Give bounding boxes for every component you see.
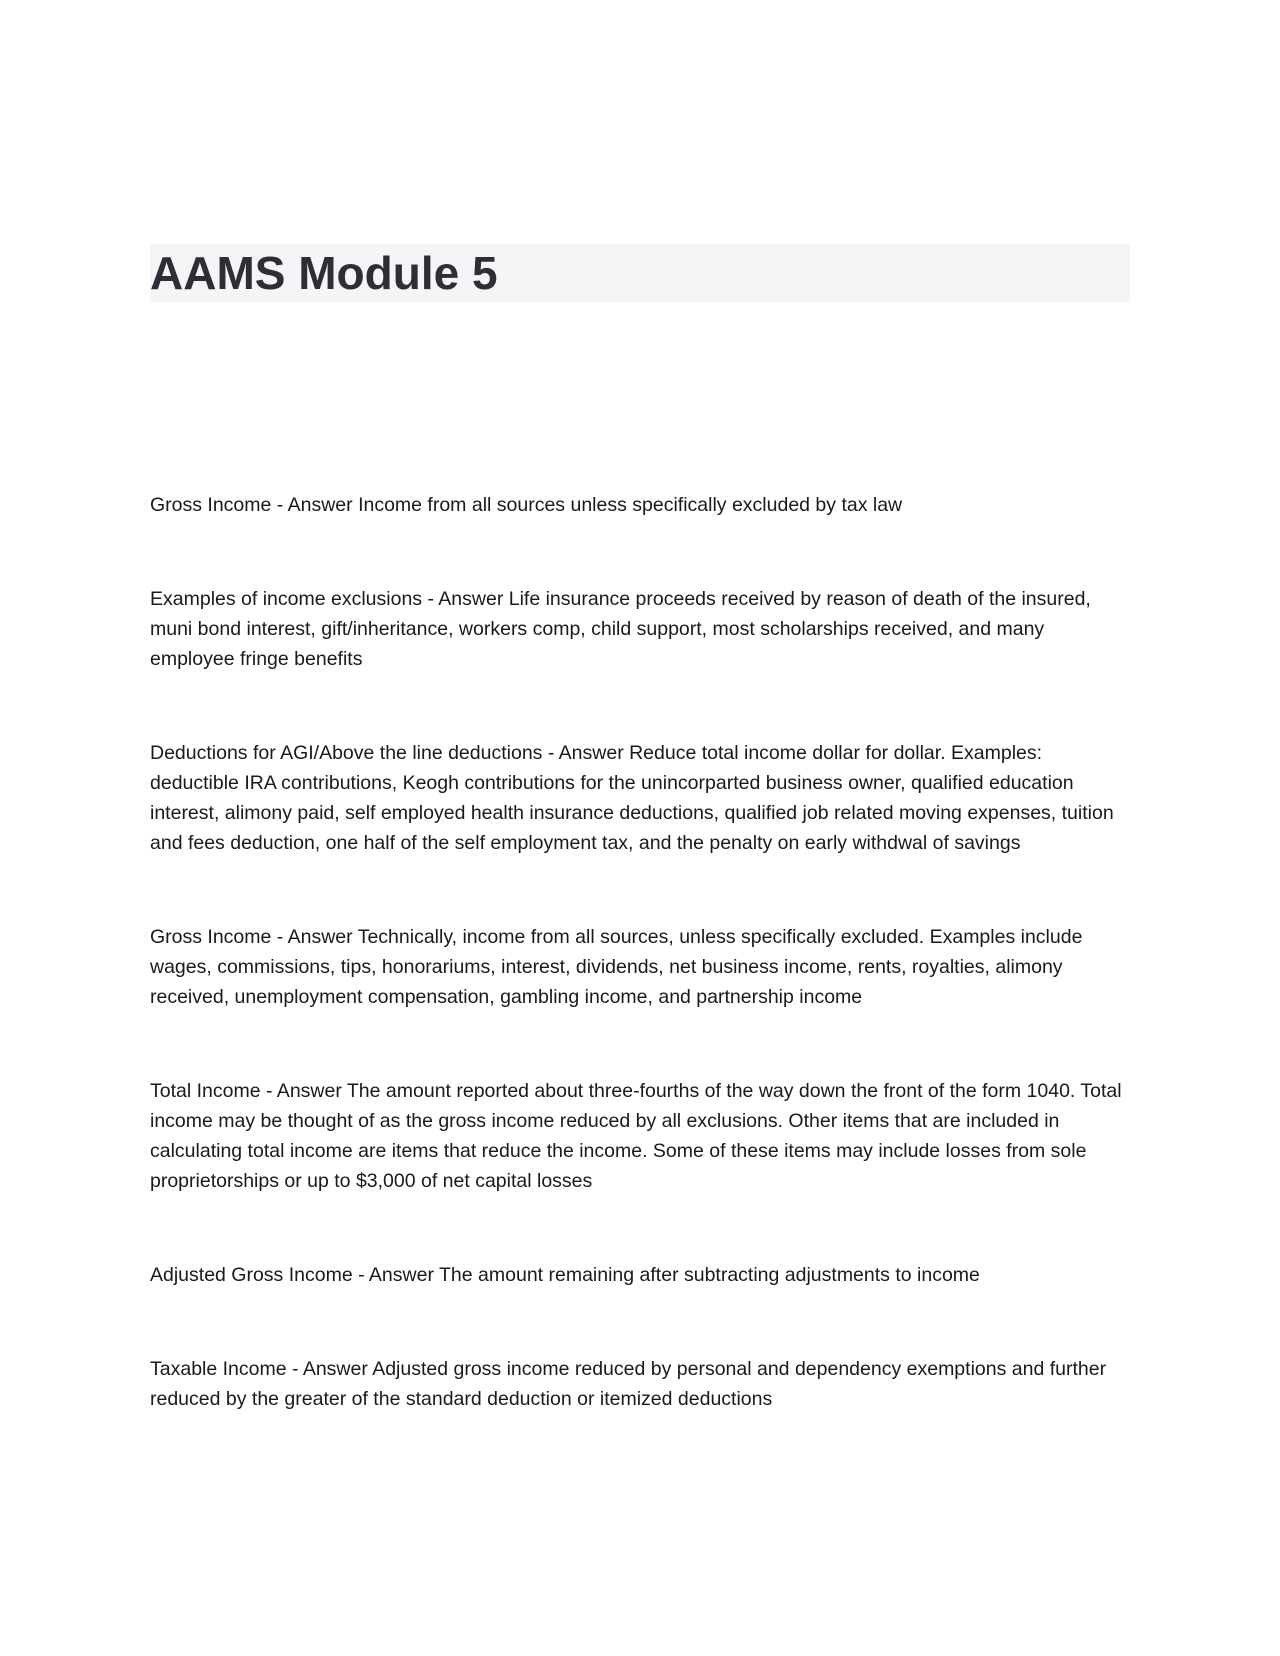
flashcard-entry: Total Income - Answer The amount reported about three-fourths of the way down the front of the form 1040. Total income may be thought of as the gross income reduced by all exclusions. Other items that are included in calculating total income are items that reduce the income. Some of these items may include losses from sole proprietorships or up to $3,000 of net capital losses	[150, 1080, 1122, 1192]
flashcard-entry: Gross Income - Answer Income from all sources unless specifically excluded by tax law	[150, 494, 903, 516]
page-title: AAMS Module 5	[150, 247, 498, 299]
flashcard-entry: Gross Income - Answer Technically, income from all sources, unless specifically excluded. Examples include wages, commissions, tips, honorariums, interest, dividends, net business income, rents, royalties, alimony received, unemployment compensation, gambling income, and partnership income	[150, 926, 1083, 1008]
flashcard-list	[150, 490, 1125, 1478]
flashcard-entry: Taxable Income - Answer Adjusted gross income reduced by personal and dependency exemptions and further reduced by the greater of the standard deduction or itemized deductions	[150, 1358, 1107, 1410]
flashcard-entry: Deductions for AGI/Above the line deductions - Answer Reduce total income dollar for dollar. Examples: deductible IRA contributions, Keogh contributions for the unincorparted business owner, qualified education interest, alimony paid, self employed health insurance deductions, qualified job related moving expenses, tuition and fees deduction, one half of the self employment tax, and the penalty on early withdwal of savings	[150, 742, 1114, 854]
title-banner	[150, 244, 1130, 302]
flashcard-entry: Adjusted Gross Income - Answer The amount remaining after subtracting adjustments to income	[150, 1264, 980, 1286]
flashcard-entry: Examples of income exclusions - Answer Life insurance proceeds received by reason of death of the insured, muni bond interest, gift/inheritance, workers comp, child support, most scholarships received, and many employee fringe benefits	[150, 588, 1091, 670]
